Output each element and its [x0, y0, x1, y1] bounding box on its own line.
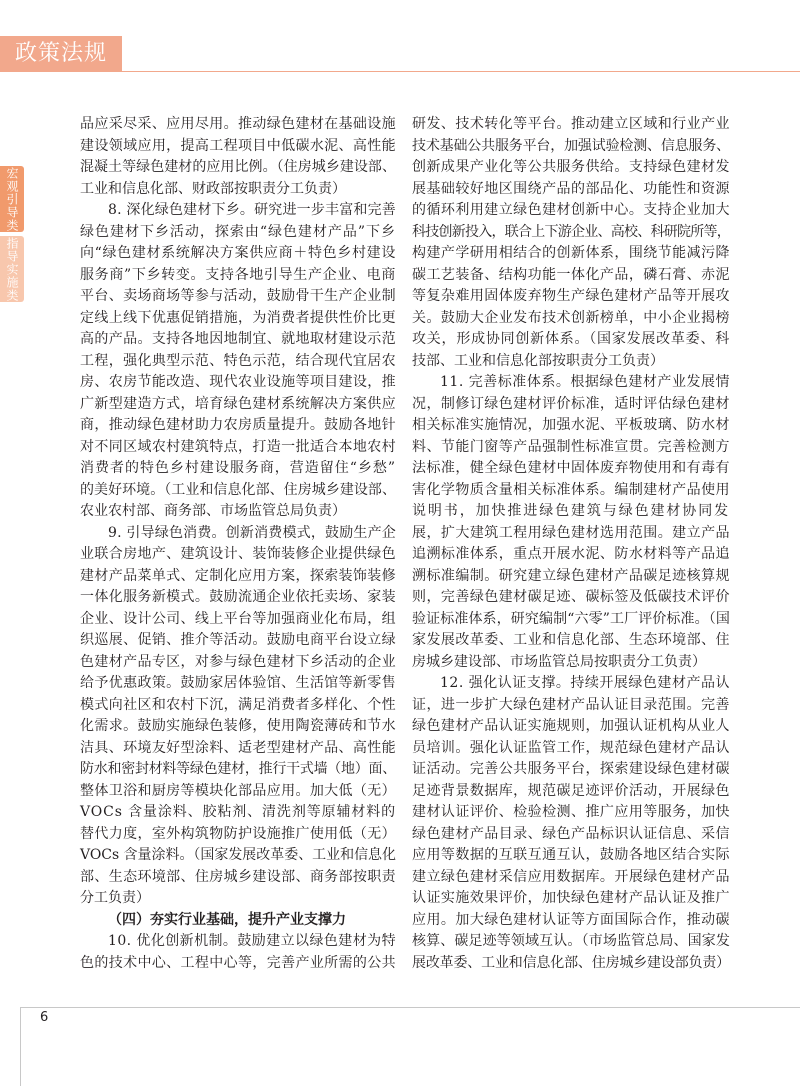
line-text: 模式向社区和农村下沉，满足消费者多样化、个性 — [80, 696, 396, 713]
body-text-line — [80, 415, 396, 437]
body-text-line — [80, 308, 396, 330]
body-text-line — [412, 695, 730, 717]
line-text: 则，完善绿色建材碳足迹、碳标签及低碳技术评价 — [412, 589, 730, 605]
line-text: 防水和密封材料等绿色建材，推行干式墙（地）面、 — [80, 761, 396, 777]
body-text-line — [80, 265, 396, 287]
line-text: 应用。加大绿色建材认证等方面国际合作，推动碳 — [412, 911, 730, 928]
line-text: 员培训。强化认证监管工作，规范绿色建材产品认 — [412, 739, 730, 756]
body-text-line — [412, 587, 730, 609]
line-text: 碳工艺装备、结构功能一体化产品，磷石膏、赤泥 — [412, 266, 730, 283]
line-text: 工业和信息化部、财政部按职责分工负责） — [80, 180, 346, 197]
body-text-line — [80, 372, 396, 394]
line-text: 建立绿色建材采信应用数据库。开展绿色建材产品 — [412, 868, 730, 885]
line-text: 构建产学研用相结合的创新体系，围绕节能减污降 — [412, 245, 730, 261]
line-text: VOCs 含量涂料、胶粘剂、清洗剂等原辅材料的 — [80, 804, 396, 820]
page-number: 6 — [40, 1010, 49, 1025]
body-text-line — [412, 523, 730, 545]
line-text: 绿色建材产品认证实施规则，加强认证机构从业人 — [412, 718, 730, 734]
line-text — [108, 523, 396, 545]
item-10-text: 鼓励建立以绿色建材为特 — [237, 933, 396, 949]
body-text-line — [80, 695, 396, 717]
side-tab-macro-guidance: 宏观引导类 — [0, 166, 24, 232]
body-text-line — [412, 351, 730, 373]
body-text-line — [80, 114, 396, 136]
body-text-line — [80, 501, 396, 523]
body-text-line — [80, 888, 396, 910]
line-text: 混凝土等绿色建材的应用比例。（住房城乡建设部、 — [80, 159, 396, 175]
line-text: 农业农村部、商务部、市场监管总局负责） — [80, 503, 346, 519]
body-text-line — [412, 480, 730, 502]
footer-rule-vertical — [20, 1007, 21, 1086]
body-text-line — [80, 394, 396, 416]
line-text: 化需求。鼓励实施绿色装修，使用陶瓷薄砖和节水 — [80, 718, 396, 734]
body-text-line — [412, 308, 730, 330]
body-text-line — [80, 329, 396, 351]
line-text: 建设领域应用，提高工程项目中低碳水泥、高性能 — [80, 137, 396, 154]
body-text-line — [412, 630, 730, 652]
body-text-line — [80, 458, 396, 480]
body-text-line — [412, 716, 730, 738]
body-text-line — [412, 222, 730, 244]
body-text-line — [412, 437, 730, 459]
line-text: 应用等数据的互联互通互认，鼓励各地区结合实际 — [412, 847, 730, 863]
body-text-line — [412, 673, 730, 695]
line-text: 家发展改革委、工业和信息化部、生态环境部、住 — [412, 632, 730, 648]
body-text-line — [412, 824, 730, 846]
line-text: 证，进一步扩大绿色建材产品认证目录范围。完善 — [412, 696, 730, 713]
line-text: 业联合房地产、建筑设计、装饰装修企业提供绿色 — [80, 546, 396, 562]
section-heading-text: （四）夯实行业基础，提升产业支撑力 — [108, 911, 346, 928]
line-text: 害化学物质含量相关标准体系。编制建材产品使用 — [412, 481, 730, 498]
line-text: 相关标准实施情况，加强水泥、平板玻璃、防水材 — [412, 417, 730, 433]
body-text-line — [412, 179, 730, 201]
line-text: 说明书，加快推进绿色建筑与绿色建材协同发 — [412, 503, 730, 519]
line-text: 替代力度，室外构筑物防护设施推广使用低（无） — [80, 825, 396, 842]
line-text: 核算、碳足迹等领域互认。（市场监管总局、国家发 — [412, 933, 730, 949]
item-12-heading: 12. 强化认证支撑。 — [440, 675, 571, 691]
body-text-line — [412, 458, 730, 480]
line-text: 房城乡建设部、市场监管总局按职责分工负责） — [412, 653, 706, 670]
body-text-line — [80, 587, 396, 609]
item-9-text: 创新消费模式，鼓励生产企 — [225, 524, 397, 541]
body-text-line — [80, 136, 396, 158]
body-text-line — [412, 609, 730, 631]
body-text-line — [80, 931, 396, 953]
line-text: 追溯标准体系，重点开展水泥、防水材料等产品追 — [412, 546, 730, 562]
line-text: 展改革委、工业和信息化部、住房城乡建设部负责） — [412, 954, 730, 971]
line-text: 攻关，形成协同创新体系。（国家发展改革委、科 — [412, 331, 730, 347]
body-text-line — [412, 243, 730, 265]
body-text-line — [412, 781, 730, 803]
body-text-line — [412, 544, 730, 566]
line-text: 色的技术中心、工程中心等，完善产业所需的公共 — [80, 954, 396, 971]
line-text: 部、生态环境部、住房城乡建设部、商务部按职责 — [80, 868, 396, 885]
line-text: 整体卫浴和厨房等模块化部品应用。加大低（无） — [80, 782, 396, 799]
line-text: 关。鼓励大企业发布技术创新榜单，中小企业揭榜 — [412, 309, 730, 326]
body-text-line — [80, 243, 396, 265]
line-text: 建材产品菜单式、定制化应用方案，探索装饰装修 — [80, 567, 396, 584]
line-text: 向“绿色建材系统解决方案供应商＋特色乡村建设 — [80, 245, 396, 261]
line-text: 服务商”下乡转变。支持各地引导生产企业、电商 — [80, 266, 396, 283]
line-text: 洁具、环境友好型涂料、适老型建材产品、高性能 — [80, 739, 396, 756]
line-text: 品应采尽采、应用尽用。推动绿色建材在基础设施 — [80, 116, 396, 132]
body-text-line — [80, 867, 396, 889]
body-text-line — [412, 501, 730, 523]
line-text: 广新型建造方式，培育绿色建材系统解决方案供应 — [80, 395, 396, 412]
body-text-line — [412, 759, 730, 781]
line-text: 况，制修订绿色建材评价标准，适时评估绿色建材 — [412, 395, 730, 412]
header-rule — [0, 71, 800, 72]
body-text-line — [80, 652, 396, 674]
body-text-line — [412, 329, 730, 351]
item-8-heading: 8. 深化绿色建材下乡。 — [108, 202, 255, 218]
left-text-column — [80, 114, 396, 974]
body-text-line — [412, 286, 730, 308]
line-text: 技部、工业和信息化部按职责分工负责） — [412, 352, 664, 369]
line-text: 色建材产品专区，对参与绿色建材下乡活动的企业 — [80, 653, 396, 670]
line-text: 研发、技术转化等平台。推动建立区域和行业产业 — [412, 116, 730, 132]
line-text: 科技创新投入，联合上下游企业、高校、科研院所等， — [412, 223, 730, 240]
line-text: 法标准，健全绿色建材中固体废弃物使用和有毒有 — [412, 460, 730, 476]
body-text-line — [80, 759, 396, 781]
line-text: 建材认证评价、检验检测、推广应用等服务，加快 — [412, 804, 730, 820]
line-text: 房、农房节能改造、现代农业设施等项目建设，推 — [80, 374, 396, 390]
body-text-line — [412, 738, 730, 760]
line-text: 工程，强化典型示范、特色示范，结合现代宜居农 — [80, 352, 396, 369]
section-title: 政策法规 — [0, 36, 122, 72]
line-text: 消费者的特色乡村建设服务商，营造留住“乡愁” — [80, 460, 396, 476]
section-heading — [80, 910, 396, 932]
line-text: 一体化服务新模式。鼓励流通企业依托卖场、家装 — [80, 589, 396, 605]
item-9-heading: 9. 引导绿色消费。 — [108, 524, 226, 541]
line-text: 分工负责） — [80, 890, 150, 906]
body-text-line — [80, 738, 396, 760]
body-text-line — [80, 200, 396, 222]
body-text-line — [80, 673, 396, 695]
body-text-line — [412, 415, 730, 437]
body-text-line — [412, 394, 730, 416]
line-text: 绿色建材下乡活动，探索由“绿色建材产品”下乡 — [80, 223, 396, 240]
line-text: 定线上线下优惠促销措施，为消费者提供性价比更 — [80, 309, 396, 326]
body-text-line — [412, 867, 730, 889]
line-text: 对不同区域农村建筑特点，打造一批适合本地农村 — [80, 438, 396, 455]
body-text-line — [80, 222, 396, 244]
body-text-line — [80, 544, 396, 566]
body-text-line — [80, 286, 396, 308]
line-text — [440, 673, 730, 695]
body-text-line — [412, 953, 730, 975]
body-text-line — [412, 157, 730, 179]
line-text: 验证标准体系，研究编制“六零”工厂评价标准。（国 — [412, 610, 730, 627]
body-text-line — [412, 136, 730, 158]
item-8-text: 研究进一步丰富和完善 — [254, 202, 396, 218]
line-text: 认证实施效果评价，加快绿色建材产品认证及推广 — [412, 890, 730, 906]
body-text-line — [80, 953, 396, 975]
line-text: VOCs 含量涂料。（国家发展改革委、工业和信息化 — [80, 847, 396, 863]
line-text: 高的产品。支持各地因地制宜、就地取材建设示范 — [80, 331, 396, 347]
body-text-line — [80, 716, 396, 738]
line-text: 绿色建材产品目录、绿色产品标识认证信息、采信 — [412, 825, 730, 842]
body-text-line — [80, 845, 396, 867]
body-text-line — [80, 157, 396, 179]
line-text: 企业、设计公司、线上平台等加强商业化布局，组 — [80, 610, 396, 627]
body-text-line — [80, 781, 396, 803]
body-text-line — [80, 437, 396, 459]
body-text-line — [412, 931, 730, 953]
line-text: 技术基础公共服务平台，加强试验检测、信息服务、 — [412, 137, 730, 154]
item-10-heading: 10. 优化创新机制。 — [108, 933, 238, 949]
item-11-heading: 11. 完善标准体系。 — [440, 374, 571, 390]
body-text-line — [80, 523, 396, 545]
item-12-text: 持续开展绿色建材产品认 — [570, 675, 730, 691]
body-text-line — [412, 372, 730, 394]
body-text-line — [80, 566, 396, 588]
body-text-line — [412, 652, 730, 674]
body-text-line — [412, 845, 730, 867]
body-text-line — [412, 566, 730, 588]
body-text-line — [412, 802, 730, 824]
line-text: 商，推动绿色建材助力农房质量提升。鼓励各地针 — [80, 417, 396, 433]
body-text-line — [80, 609, 396, 631]
line-text: 料、节能门窗等产品强制性标准宣贯。完善检测方 — [412, 438, 730, 455]
body-text-line — [80, 179, 396, 201]
line-text: 创新成果产业化等公共服务供给。支持绿色建材发 — [412, 159, 730, 175]
body-text-line — [412, 910, 730, 932]
side-tab-implementation-guidance: 指导实施类 — [0, 236, 24, 302]
right-text-column — [412, 114, 730, 974]
line-text: 展基础较好地区围绕产品的部品化、功能性和资源 — [412, 180, 730, 197]
body-text-line — [412, 888, 730, 910]
line-text: 证活动。完善公共服务平台，探索建设绿色建材碳 — [412, 761, 730, 777]
line-text: 的美好环境。（工业和信息化部、住房城乡建设部、 — [80, 481, 396, 498]
body-text-line — [412, 200, 730, 222]
body-text-line — [80, 630, 396, 652]
body-text-line — [80, 802, 396, 824]
line-text: 织巡展、促销、推介等活动。鼓励电商平台设立绿 — [80, 632, 396, 648]
line-text: 展，扩大建筑工程用绿色建材选用范围。建立产品 — [412, 524, 730, 541]
line-text — [108, 200, 396, 222]
footer-rule — [20, 1007, 800, 1008]
line-text — [440, 372, 730, 394]
body-text-line — [80, 480, 396, 502]
item-11-text: 根据绿色建材产业发展情 — [570, 374, 730, 390]
line-text: 给予优惠政策。鼓励家居体验馆、生活馆等新零售 — [80, 675, 396, 691]
body-text-line — [412, 114, 730, 136]
body-text-line — [80, 351, 396, 373]
line-text: 足迹背景数据库，规范碳足迹评价活动，开展绿色 — [412, 782, 730, 799]
line-text: 平台、卖场商场等参与活动，鼓励骨干生产企业制 — [80, 288, 396, 304]
line-text: 等复杂难用固体废弃物生产绿色建材产品等开展攻 — [412, 288, 730, 304]
line-text: 的循环利用建立绿色建材创新中心。支持企业加大 — [412, 202, 730, 218]
body-text-line — [412, 265, 730, 287]
line-text — [108, 931, 396, 953]
body-text-line — [80, 824, 396, 846]
line-text: 溯标准编制。研究建立绿色建材产品碳足迹核算规 — [412, 567, 730, 584]
